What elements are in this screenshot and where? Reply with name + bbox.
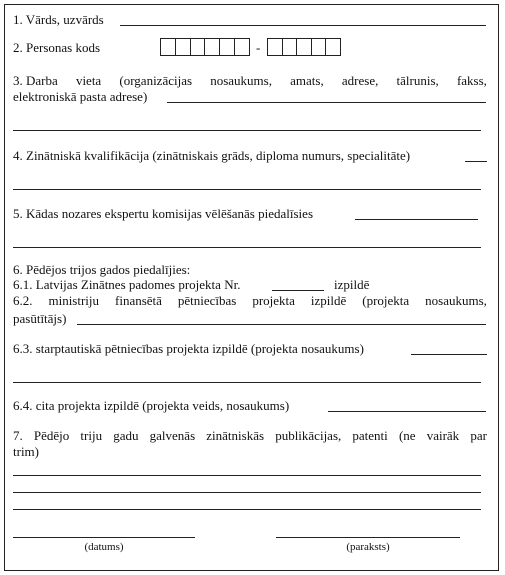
- name-label: 1. Vārds, uzvārds: [13, 12, 104, 27]
- publications-label-line1: 7. Pēdējo triju gadu galvenās zinātniskās publikācijas, patenti (ne vairāk par: [13, 428, 487, 443]
- signature-field-line[interactable]: [276, 537, 460, 538]
- name-field-line[interactable]: [120, 25, 486, 26]
- qualification-field-line[interactable]: [465, 161, 487, 162]
- code-cell[interactable]: [268, 39, 283, 55]
- qualification-label: 4. Zinātniskā kvalifikācija (zinātniskais grāds, diploma numurs, specialitāte): [13, 148, 411, 163]
- committee-field-line[interactable]: [355, 219, 478, 220]
- code-cell[interactable]: [235, 39, 249, 55]
- committee-field-line-2[interactable]: [13, 247, 481, 248]
- code-cell[interactable]: [312, 39, 327, 55]
- code-cell[interactable]: [161, 39, 176, 55]
- workplace-field-line[interactable]: [167, 102, 486, 103]
- personal-code-boxes-part1[interactable]: [160, 38, 250, 56]
- personal-code-boxes-part2[interactable]: [267, 38, 341, 56]
- other-project-label: 6.4. cita projekta izpildē (projekta veids, nosaukums): [13, 398, 290, 413]
- personal-code-label: 2. Personas kods: [13, 40, 101, 55]
- ministry-project-label-line2: pasūtītājs): [13, 311, 67, 326]
- code-cell[interactable]: [326, 39, 340, 55]
- intl-project-field-line[interactable]: [411, 354, 487, 355]
- workplace-field-line-2[interactable]: [13, 130, 481, 131]
- publications-field-line-3[interactable]: [13, 509, 481, 510]
- signature-caption: (paraksts): [346, 541, 390, 553]
- qualification-field-line-2[interactable]: [13, 189, 481, 190]
- lzp-project-suffix: izpildē: [334, 277, 370, 292]
- lzp-project-label: 6.1. Latvijas Zinātnes padomes projekta Nr.: [13, 277, 241, 292]
- committee-label: 5. Kādas nozares ekspertu komisijas vēlēšanās piedalīsies: [13, 206, 313, 221]
- lzp-project-number-line[interactable]: [272, 290, 324, 291]
- publications-field-line-1[interactable]: [13, 475, 481, 476]
- code-cell[interactable]: [205, 39, 220, 55]
- ministry-project-label-line1: 6.2. ministriju finansētā pētniecības projekta izpildē (projekta nosaukums,: [13, 293, 487, 308]
- workplace-label-line1: 3. Darba vieta (organizācijas nosaukums, amats, adrese, tālrunis, fakss,: [13, 73, 487, 88]
- code-cell[interactable]: [220, 39, 235, 55]
- code-cell[interactable]: [191, 39, 206, 55]
- publications-field-line-2[interactable]: [13, 492, 481, 493]
- date-field-line[interactable]: [13, 537, 195, 538]
- code-cell[interactable]: [297, 39, 312, 55]
- code-cell[interactable]: [283, 39, 298, 55]
- intl-project-field-line-2[interactable]: [13, 382, 481, 383]
- intl-project-label: 6.3. starptautiskā pētniecības projekta izpildē (projekta nosaukums): [13, 341, 364, 356]
- workplace-label-line2: elektroniskā pasta adrese): [13, 89, 148, 104]
- code-cell[interactable]: [176, 39, 191, 55]
- ministry-project-field-line[interactable]: [77, 324, 486, 325]
- publications-label-line2: trim): [13, 444, 39, 459]
- participation-heading: 6. Pēdējos trijos gados piedalījies:: [13, 262, 191, 277]
- other-project-field-line[interactable]: [328, 411, 486, 412]
- date-caption: (datums): [84, 541, 124, 553]
- personal-code-dash: -: [256, 40, 261, 55]
